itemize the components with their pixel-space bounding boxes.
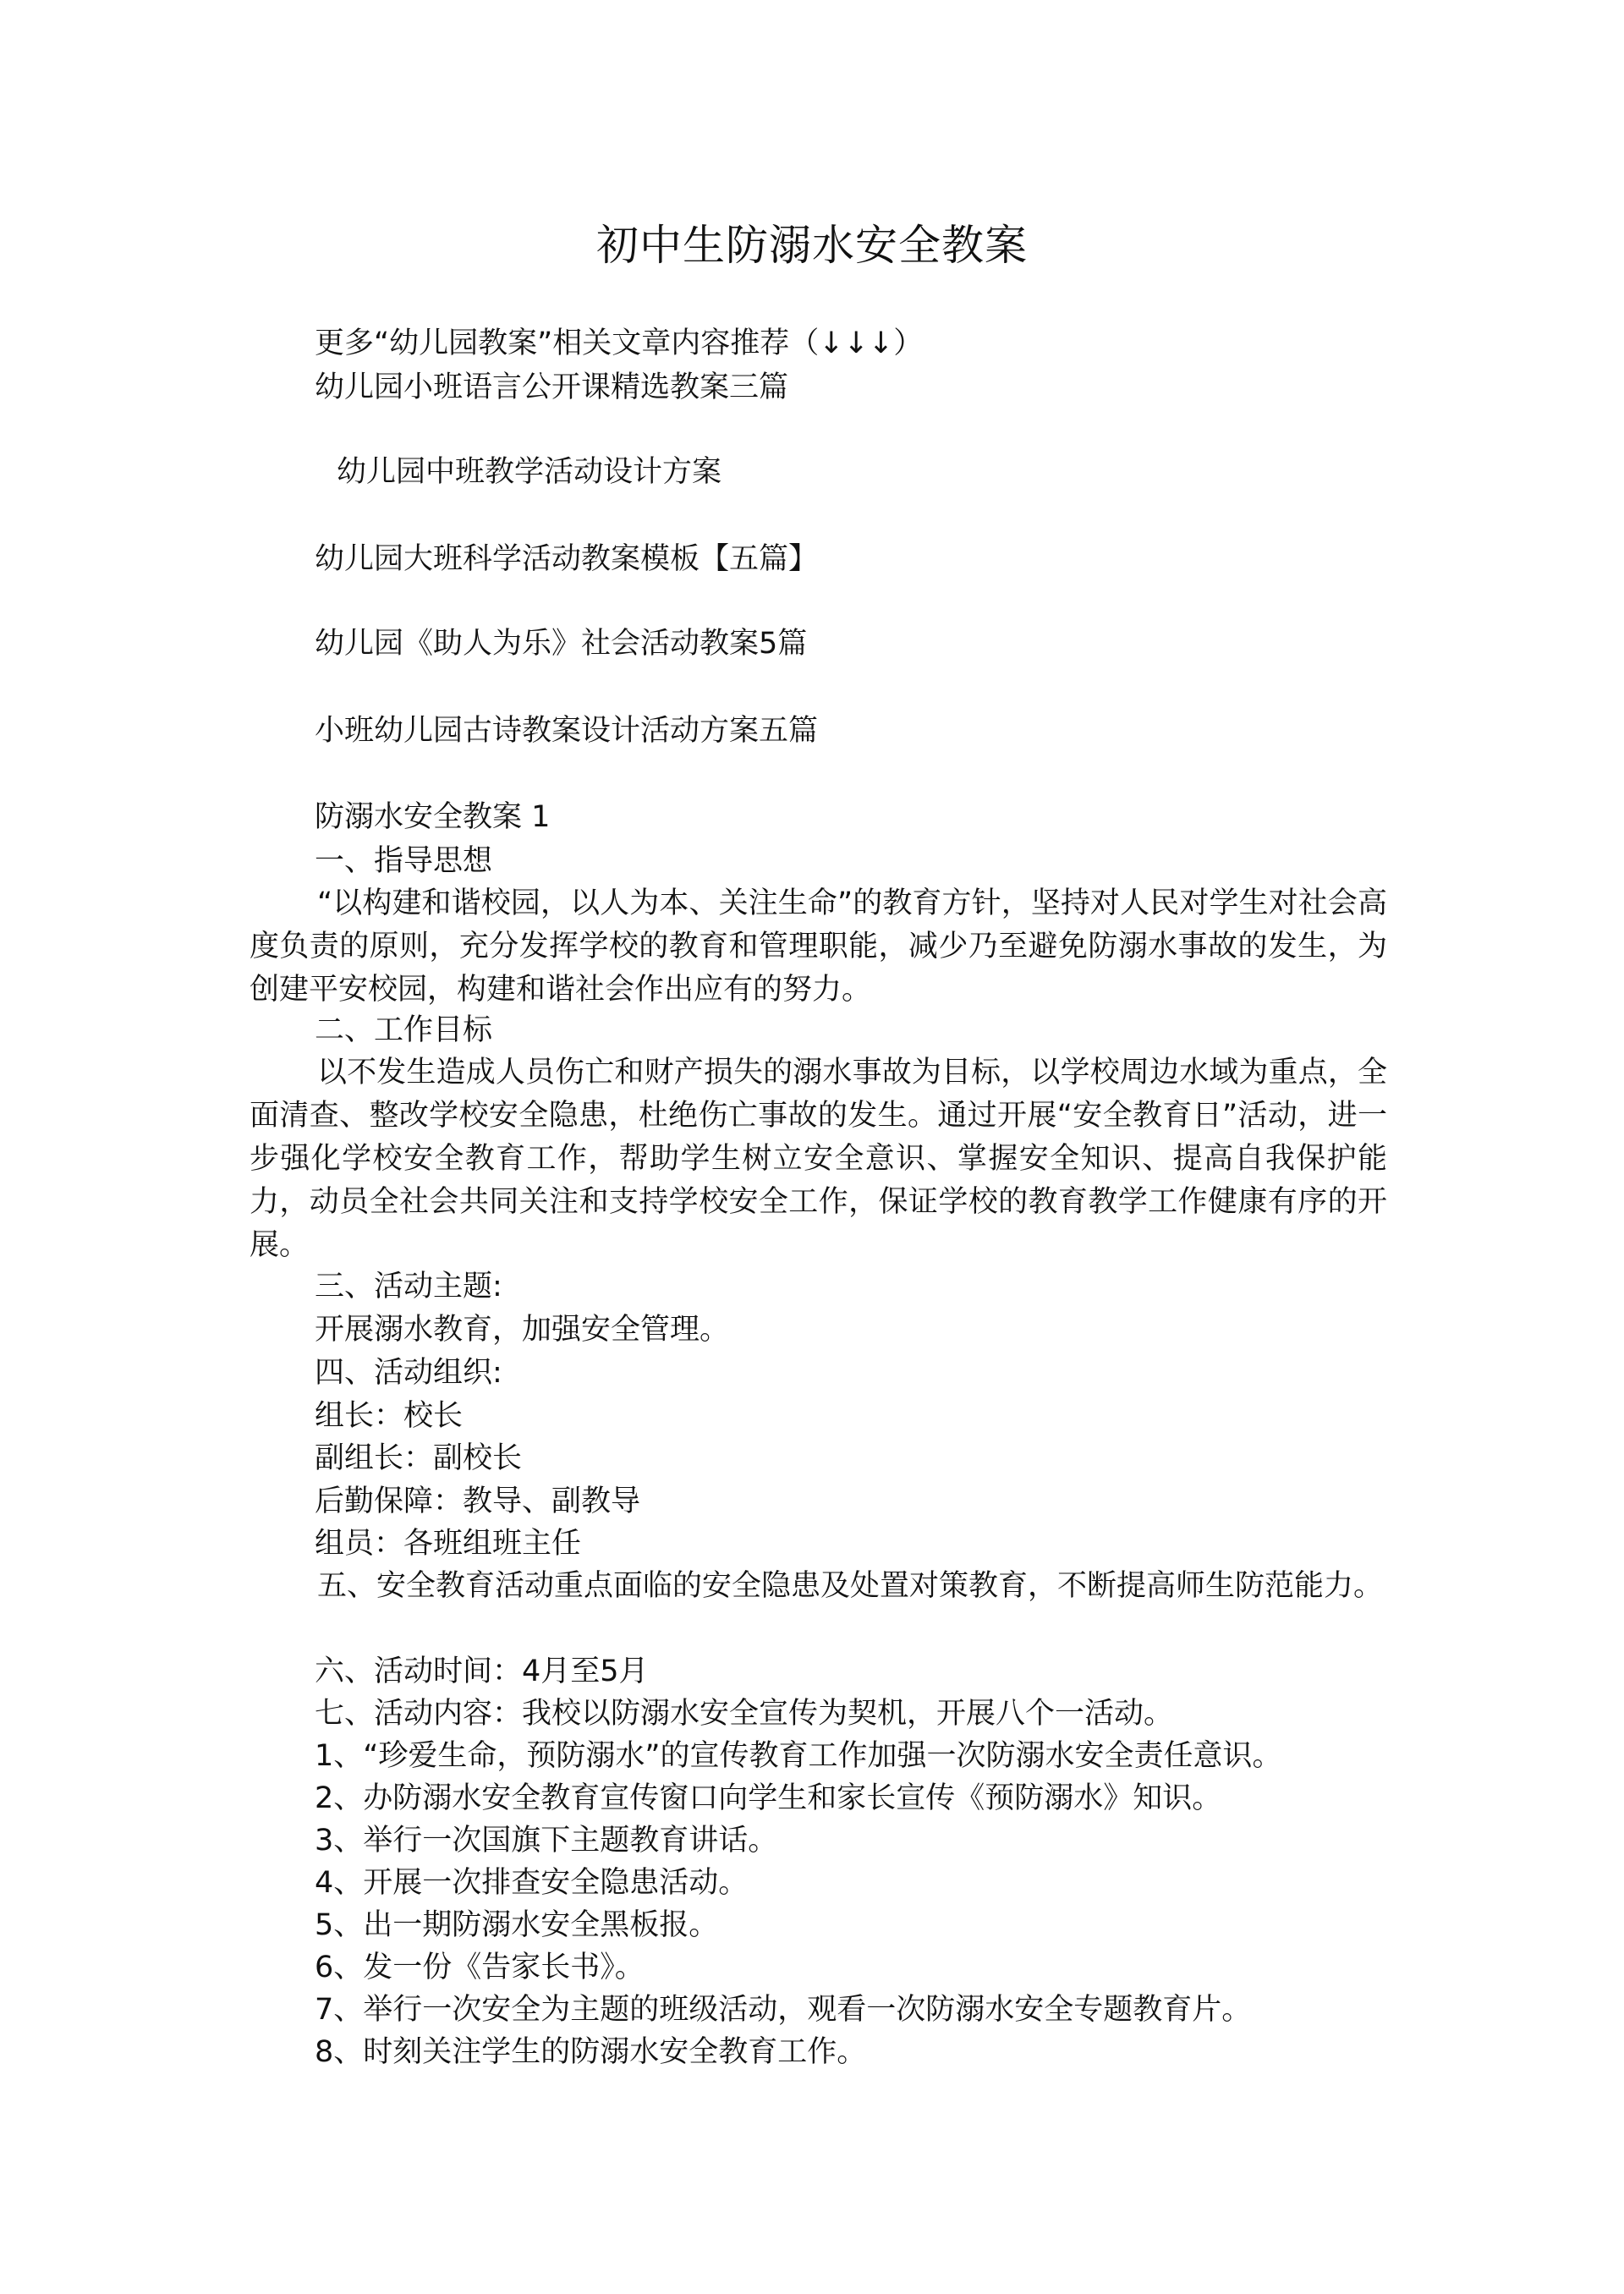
document-title: 初中生防溺水安全教案 [596,221,1028,270]
section-body: 以不发生造成人员伤亡和财产损失的溺水事故为目标，以学校周边水域为重点，全面清查、整改学校安全隐患，杜绝伤亡事故的发生。通过开展“安全教育日”活动，进一步强化学校安全教育工作，帮助学生树立安全意识、掌握安全知识、提高自我保护能力，动员全社会共同关注和支持学校安全工作，保证学校的教育教学工作健康有序的开展。 [250,1056,1387,1262]
section-heading: 一、指导思想 [315,844,493,878]
activity-item: 6、发一份《告家长书》。 [315,1951,645,1984]
section-six: 六、活动时间：4月至5月 [315,1655,649,1688]
activity-item: 8、时刻关注学生的防溺水安全教育工作。 [315,2035,867,2069]
activity-item: 5、出一期防溺水安全黑板报。 [315,1908,719,1942]
section-heading: 四、活动组织: [315,1356,502,1390]
activity-item: 4、开展一次排查安全隐患活动。 [315,1866,749,1900]
section-five: 五、安全教育活动重点面临的安全隐患及处置对策教育，不断提高师生防范能力。 [317,1569,1384,1603]
recommended-link[interactable]: 幼儿园小班语言公开课精选教案三篇 [315,370,789,404]
activity-item: 1、“珍爱生命，预防溺水”的宣传教育工作加强一次防溺水安全责任意识。 [315,1739,1282,1773]
recommended-link[interactable]: 幼儿园中班教学活动设计方案 [337,455,722,489]
section-heading: 二、工作目标 [315,1013,493,1047]
org-leader: 组长：校长 [315,1399,464,1433]
section-seven: 七、活动内容：我校以防溺水安全宣传为契机，开展八个一活动。 [315,1697,1174,1731]
section-heading: 三、活动主题: [315,1270,502,1303]
section-body: “以构建和谐校园，以人为本、关注生命”的教育方针，坚持对人民对学生对社会高度负责的原则，充分发挥学校的教育和管理职能，减少乃至避免防溺水事故的发生，为创建平安校园，构建和谐社会作出应有的努力。 [250,886,1387,1007]
recommended-link[interactable]: 幼儿园大班科学活动教案模板【五篇】 [315,542,819,576]
org-logistics: 后勤保障：教导、副教导 [315,1485,641,1518]
recommended-link[interactable]: 小班幼儿园古诗教案设计活动方案五篇 [315,714,819,748]
org-deputy: 副组长：副校长 [315,1441,523,1475]
activity-item: 3、举行一次国旗下主题教育讲话。 [315,1824,778,1858]
activity-item: 2、办防溺水安全教育宣传窗口向学生和家长宣传《预防溺水》知识。 [315,1781,1222,1815]
plan-title: 防溺水安全教案 1 [315,800,551,834]
recommend-header: 更多“幼儿园教案”相关文章内容推荐（↓↓↓） [315,327,924,360]
recommended-link[interactable]: 幼儿园《助人为乐》社会活动教案5篇 [315,627,808,661]
section-body: 开展溺水教育，加强安全管理。 [315,1313,730,1347]
org-members: 组员：各班组班主任 [315,1527,582,1561]
activity-item: 7、举行一次安全为主题的班级活动，观看一次防溺水安全专题教育片。 [315,1993,1252,2027]
